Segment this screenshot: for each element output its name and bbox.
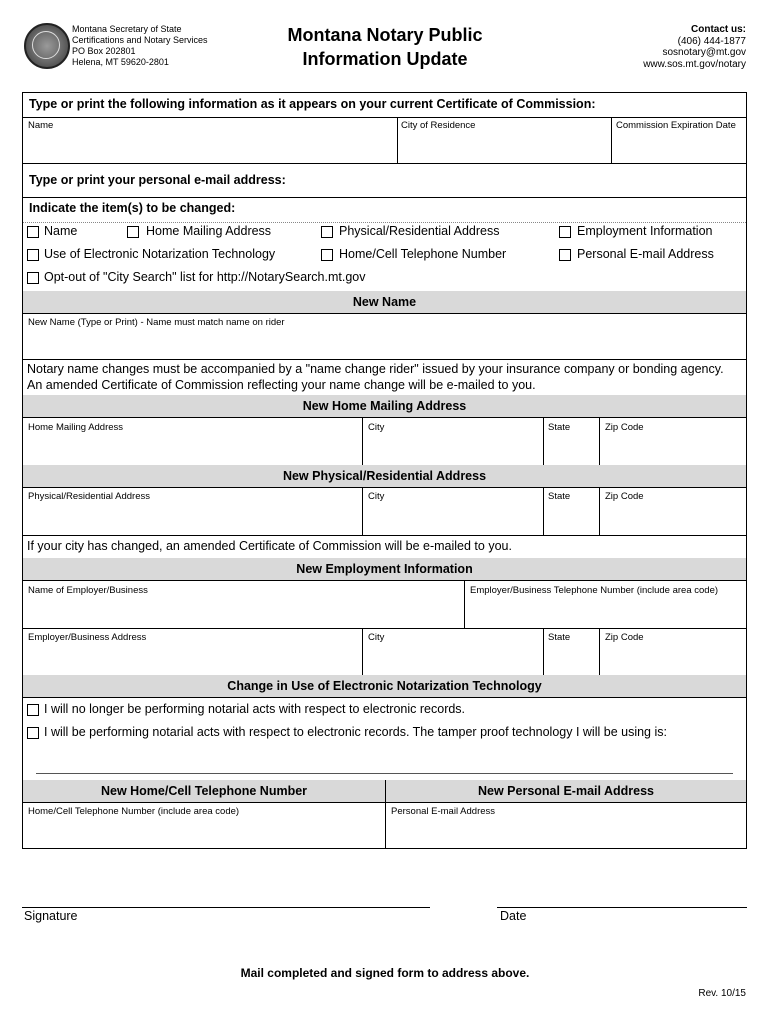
date-label: Date — [500, 909, 527, 923]
current-city-field[interactable]: City of Residence — [401, 120, 476, 131]
employer-zip-field[interactable]: Zip Code — [605, 632, 644, 643]
employer-name-field[interactable]: Name of Employer/Business — [28, 585, 148, 596]
no-longer-electronic-label: I will no longer be performing notarial acts with respect to electronic records. — [44, 702, 466, 716]
employment-checkbox[interactable] — [559, 226, 571, 238]
mailing-state-field[interactable]: State — [548, 422, 571, 433]
employer-address-field[interactable]: Employer/Business Address — [28, 632, 147, 643]
employer-state-field[interactable]: State — [548, 632, 571, 643]
physical-address-field[interactable]: Physical/Residential Address — [28, 491, 150, 502]
home-mailing-option-label: Home Mailing Address — [146, 224, 272, 238]
mailing-zip-field[interactable]: Zip Code — [605, 422, 644, 433]
agency-line: Helena, MT 59620-2801 — [72, 57, 169, 67]
home-mailing-checkbox[interactable] — [127, 226, 139, 238]
name-checkbox[interactable] — [27, 226, 39, 238]
title-line: Montana Notary Public — [287, 25, 483, 45]
opt-out-checkbox[interactable] — [27, 272, 39, 284]
signature-label: Signature — [24, 909, 78, 923]
agency-line: Certifications and Notary Services — [72, 35, 208, 45]
divider — [23, 197, 746, 198]
new-name-field[interactable]: New Name (Type or Print) - Name must match name on rider — [28, 317, 285, 328]
employer-phone-field[interactable]: Employer/Business Telephone Number (include area code) — [470, 585, 719, 596]
contact-heading: Contact us: — [691, 24, 746, 35]
phone-checkbox[interactable] — [321, 249, 333, 261]
changes-heading: Indicate the item(s) to be changed: — [29, 201, 236, 215]
divider — [23, 802, 746, 803]
agency-line: Montana Secretary of State — [72, 24, 182, 34]
electronic-tech-checkbox[interactable] — [27, 249, 39, 261]
email-option-label: Personal E-mail Address — [577, 247, 714, 261]
current-name-field[interactable]: Name — [28, 120, 54, 131]
contact-phone: (406) 444-1877 — [677, 35, 746, 47]
mailing-city-field[interactable]: City — [368, 422, 385, 433]
agency-line: PO Box 202801 — [72, 46, 136, 56]
divider — [543, 417, 544, 465]
physical-state-field[interactable]: State — [548, 491, 571, 502]
divider — [23, 163, 746, 164]
contact-email[interactable]: sosnotary@mt.gov — [662, 47, 746, 58]
new-email-heading: New Personal E-mail Address — [386, 780, 746, 802]
new-email-field[interactable]: Personal E-mail Address — [391, 806, 496, 817]
email-checkbox[interactable] — [559, 249, 571, 261]
state-seal — [24, 23, 70, 69]
mailing-heading: New Home Mailing Address — [23, 395, 746, 417]
contact-web[interactable]: www.sos.mt.gov/notary — [643, 58, 746, 70]
will-perform-electronic-label: I will be performing notarial acts with respect to electronic records. The tamper proof technology I will be using is: — [44, 725, 667, 739]
name-change-note: Notary name changes must be accompanied by a "name change rider" issued by your insurance company or bonding agency. — [27, 362, 724, 376]
contact-info — [643, 24, 746, 70]
phone-option-label: Home/Cell Telephone Number — [339, 247, 507, 261]
physical-heading: New Physical/Residential Address — [23, 465, 746, 487]
mail-instruction: Mail completed and signed form to address above. — [240, 966, 530, 980]
form-box — [22, 92, 747, 849]
divider — [543, 628, 544, 675]
name-change-note: An amended Certificate of Commission reflecting your name change will be e-mailed to you. — [27, 378, 536, 392]
title-line: Information Update — [302, 49, 468, 69]
divider — [23, 222, 746, 223]
signature-line[interactable] — [22, 907, 430, 908]
physical-zip-field[interactable]: Zip Code — [605, 491, 644, 502]
divider — [23, 359, 746, 360]
name-option-label: Name — [44, 224, 78, 238]
email-prompt[interactable]: Type or print your personal e-mail address: — [29, 173, 286, 187]
divider — [23, 487, 746, 488]
expiration-date-field[interactable]: Commission Expiration Date — [616, 120, 736, 131]
divider — [599, 628, 600, 675]
divider — [362, 417, 363, 465]
employer-city-field[interactable]: City — [368, 632, 385, 643]
divider — [23, 117, 746, 118]
physical-address-checkbox[interactable] — [321, 226, 333, 238]
page-title — [250, 23, 520, 71]
mailing-address-field[interactable]: Home Mailing Address — [28, 422, 124, 433]
divider — [23, 313, 746, 314]
opt-out-option-label: Opt-out of "City Search" list for http://NotarySearch.mt.gov — [44, 270, 366, 284]
divider — [362, 487, 363, 535]
divider — [397, 117, 398, 163]
revision-label: Rev. 10/15 — [698, 988, 746, 999]
phone-field[interactable]: Home/Cell Telephone Number (include area code) — [28, 806, 240, 817]
employment-heading: New Employment Information — [23, 558, 746, 580]
physical-city-field[interactable]: City — [368, 491, 385, 502]
new-name-heading: New Name — [23, 291, 746, 313]
employment-option-label: Employment Information — [577, 224, 713, 238]
divider — [599, 487, 600, 535]
will-perform-electronic-checkbox[interactable] — [27, 727, 39, 739]
divider — [23, 697, 746, 698]
electronic-tech-option-label: Use of Electronic Notarization Technology — [44, 247, 276, 261]
divider — [23, 535, 746, 536]
divider — [464, 580, 465, 628]
divider — [362, 628, 363, 675]
divider — [599, 417, 600, 465]
phone-heading: New Home/Cell Telephone Number — [23, 780, 385, 802]
divider — [611, 117, 612, 163]
technology-entry-line[interactable] — [36, 773, 733, 774]
electronic-heading: Change in Use of Electronic Notarization Technology — [23, 675, 746, 697]
city-change-note: If your city has changed, an amended Certificate of Commission will be e-mailed to you. — [27, 539, 512, 553]
current-heading: Type or print the following information as it appears on your current Certificate of Commission: — [29, 97, 596, 111]
divider — [543, 487, 544, 535]
divider — [23, 417, 746, 418]
agency-address — [72, 24, 208, 68]
divider — [385, 780, 386, 849]
date-line[interactable] — [497, 907, 747, 908]
divider — [23, 580, 746, 581]
divider — [23, 628, 746, 629]
no-longer-electronic-checkbox[interactable] — [27, 704, 39, 716]
physical-address-option-label: Physical/Residential Address — [339, 224, 500, 238]
